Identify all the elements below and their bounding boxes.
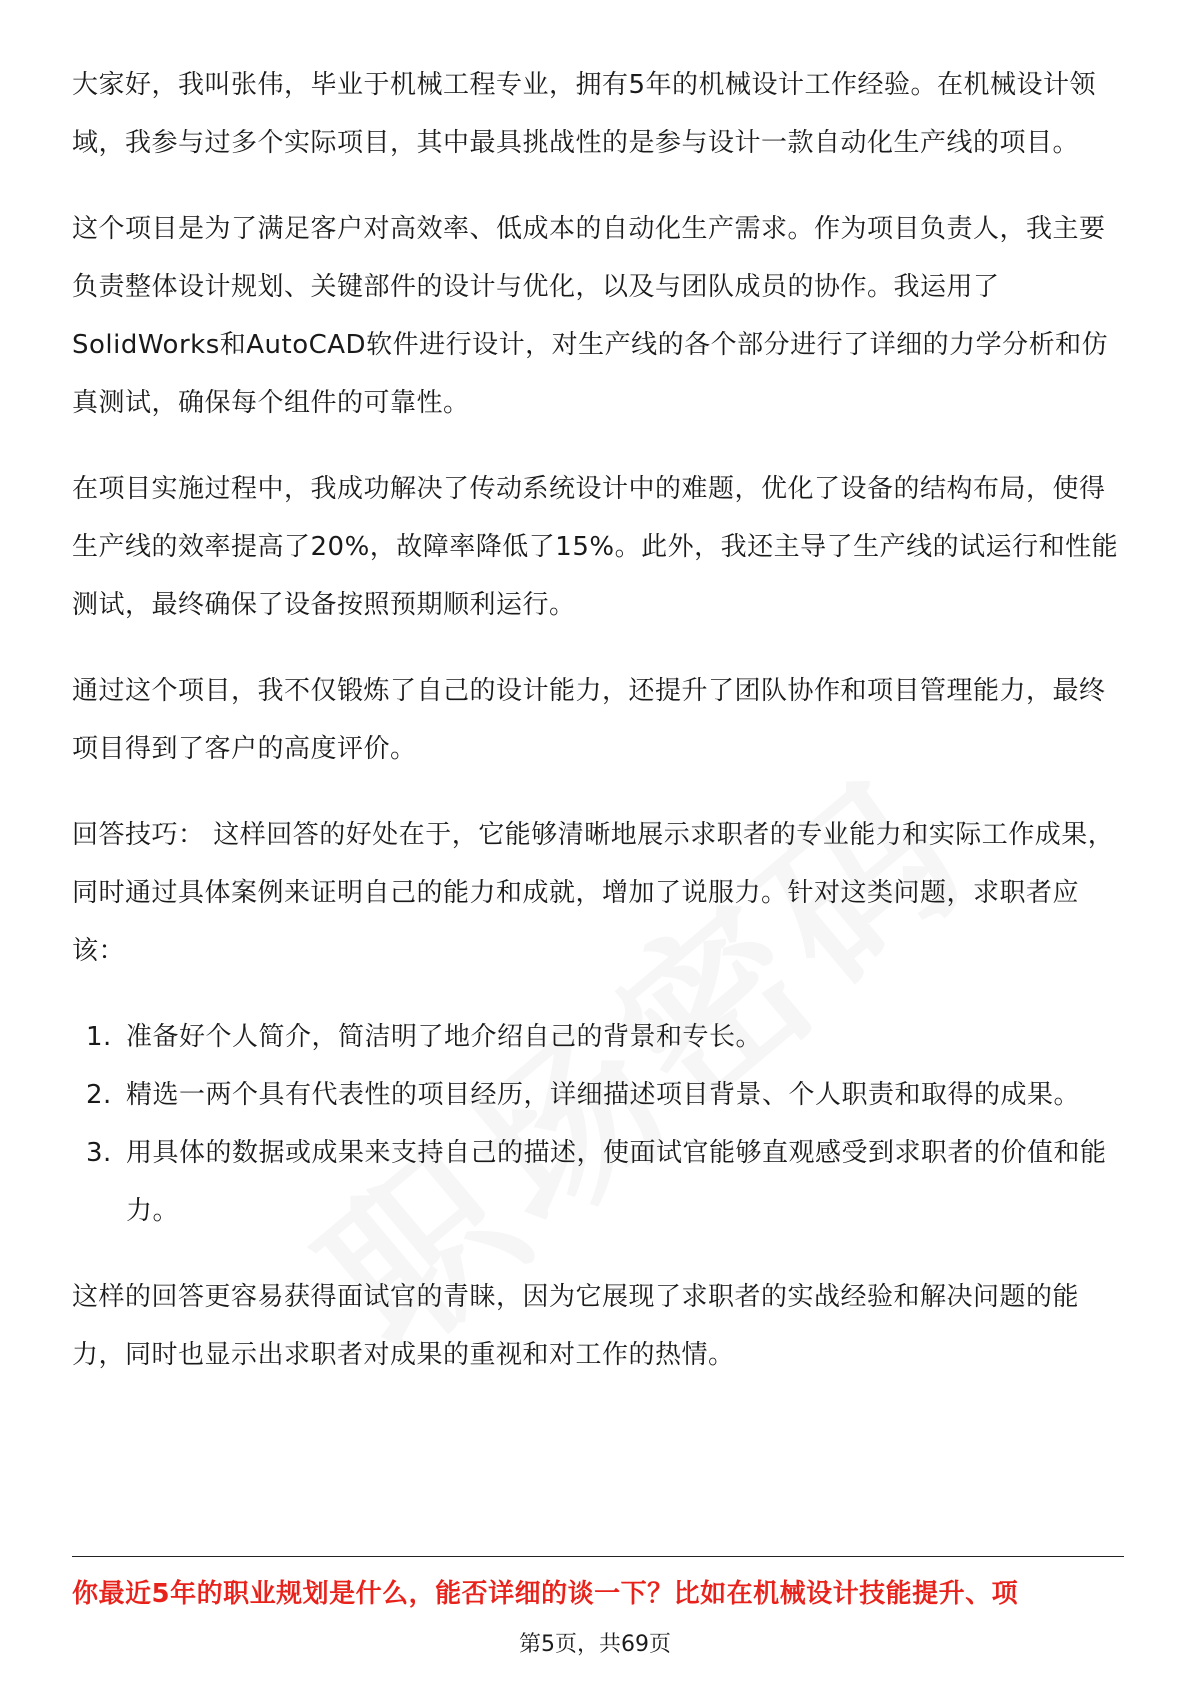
list-item [72, 1008, 1124, 1066]
paragraph-tips: 回答技巧： 这样回答的好处在于，它能够清晰地展示求职者的专业能力和实际工作成果，同时通过具体案例来证明自己的能力和成就，增加了说服力。针对这类问题，求职者应该： [72, 820, 1115, 966]
paragraph-implementation: 在项目实施过程中，我成功解决了传动系统设计中的难题，优化了设备的结构布局，使得生产线的效率提高了20%，故障率降低了15%。此外，我还主导了生产线的试运行和性能测试，最终确保了设备按照预期顺利运行。 [72, 474, 1119, 620]
list-number: 2. [86, 1080, 112, 1110]
list-item-text: 准备好个人简介，简洁明了地介绍自己的背景和专长。 [126, 1022, 763, 1052]
paragraph-closing: 这样的回答更容易获得面试官的青睐，因为它展现了求职者的实战经验和解决问题的能力，同时也显示出求职者对成果的重视和对工作的热情。 [72, 1282, 1080, 1370]
list-item-text: 用具体的数据或成果来支持自己的描述，使面试官能够直观感受到求职者的价值和能力。 [126, 1138, 1107, 1226]
document-body [72, 56, 1124, 1412]
paragraph-intro: 大家好，我叫张伟，毕业于机械工程专业，拥有5年的机械设计工作经验。在机械设计领域，我参与过多个实际项目，其中最具挑战性的是参与设计一款自动化生产线的项目。 [72, 70, 1097, 158]
page-number: 第5页，共69页 [519, 1632, 671, 1657]
list-item [72, 1066, 1124, 1124]
paragraph-summary: 通过这个项目，我不仅锻炼了自己的设计能力，还提升了团队协作和项目管理能力，最终项目得到了客户的高度评价。 [72, 676, 1106, 764]
list-item-text: 精选一两个具有代表性的项目经历，详细描述项目背景、个人职责和取得的成果。 [126, 1080, 1081, 1110]
section-divider [72, 1556, 1124, 1557]
list-number: 1. [86, 1022, 112, 1052]
list-item [72, 1124, 1124, 1240]
next-question-heading: 你最近5年的职业规划是什么，能否详细的谈一下？比如在机械设计技能提升、项 [72, 1579, 1019, 1609]
paragraph-project: 这个项目是为了满足客户对高效率、低成本的自动化生产需求。作为项目负责人，我主要负责整体设计规划、关键部件的设计与优化，以及与团队成员的协作。我运用了SolidWorks和AutoCAD软件进行设计，对生产线的各个部分进行了详细的力学分析和仿真测试，确保每个组件的可靠性。 [72, 214, 1109, 418]
tips-list [72, 1008, 1124, 1240]
list-number: 3. [86, 1138, 112, 1168]
